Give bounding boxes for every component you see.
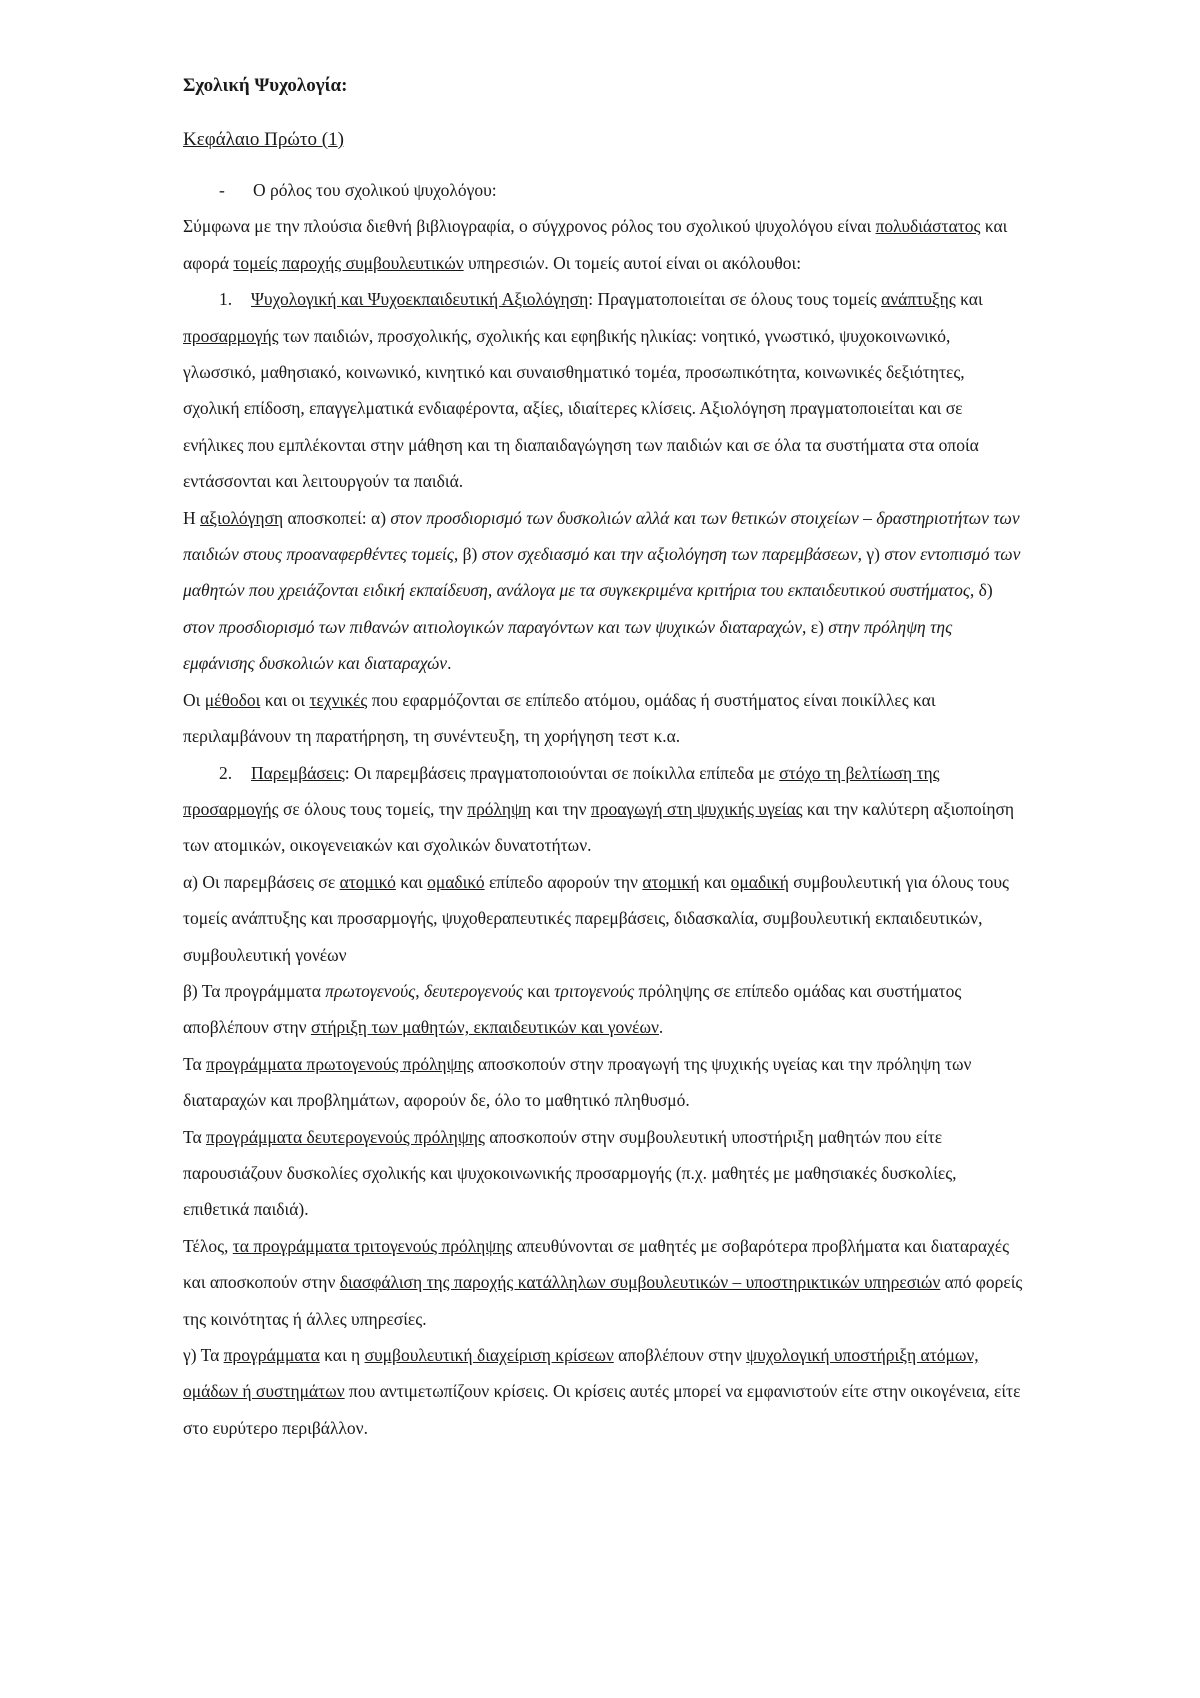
text-run: και: [955, 289, 983, 310]
italic-text: τριτογενούς: [554, 980, 635, 1001]
text-run: γ) Τα: [183, 1345, 224, 1365]
text-run: : Οι παρεμβάσεις πραγματοποιούνται σε ποίκιλλα επίπεδα με: [344, 762, 780, 783]
text-run: και: [395, 871, 428, 892]
text-run: και την καλύτερη αξιοποίηση των ατομικών, οικογενειακών και σχολικών δυνατοτήτων.: [183, 798, 1015, 856]
italic-text: δευτερογενούς: [424, 980, 523, 1001]
text-run: , ε): [801, 616, 829, 637]
text-run: απευθύνονται σε μαθητές με σοβαρότερα προβλήματα και διαταραχές και αποσκοπούν στην: [183, 1235, 1010, 1293]
underlined-text: αξιολόγηση: [200, 507, 284, 528]
underlined-text: συμβουλευτική διαχείριση κρίσεων: [364, 1345, 614, 1365]
text-run: Σύμφωνα με την πλούσια διεθνή βιβλιογραφία, ο σύγχρονος ρόλος του σχολικού ψυχολόγου είναι: [183, 216, 876, 237]
underlined-text: στήριξη των μαθητών, εκπαιδευτικών και γονέων: [310, 1017, 659, 1038]
text-run: β) Τα προγράμματα: [183, 980, 326, 1001]
underlined-text: πολυδιάστατος: [875, 216, 981, 237]
paragraph-evaluation-aims: [183, 500, 1023, 682]
underlined-text: Ψυχολογική και Ψυχοεκπαιδευτική Αξιολόγηση: [251, 289, 589, 310]
italic-text: στον προσδιορισμό των πιθανών αιτιολογικών παραγόντων και των ψυχικών διαταραχών: [183, 616, 802, 637]
underlined-text: ψυχολογική υποστήριξη ατόμων, ομάδων ή συστημάτων: [183, 1345, 979, 1402]
paragraph-gamma: [183, 1337, 1023, 1446]
underlined-text: προσαρμογής: [183, 325, 279, 346]
italic-text: πρωτογενούς: [325, 980, 416, 1001]
text-run: .: [447, 653, 452, 674]
text-run: , δ): [969, 580, 993, 601]
document-title: Σχολική Ψυχολογία:: [183, 75, 348, 96]
text-run: α) Οι παρεμβάσεις σε: [183, 871, 340, 892]
list-item-label: Ο ρόλος του σχολικού ψυχολόγου:: [253, 180, 497, 200]
underlined-text: Παρεμβάσεις: [251, 762, 345, 783]
text-run: Οι: [183, 689, 205, 710]
document-page: [183, 68, 1023, 1446]
paragraph-methods: [183, 682, 1023, 755]
underlined-text: προγράμματα: [223, 1345, 320, 1365]
text-run: επίπεδο αφορούν την: [484, 871, 643, 892]
underlined-text: τα προγράμματα τριτογενούς πρόληψης: [232, 1235, 513, 1256]
text-run: των παιδιών, προσχολικής, σχολικής και εφηβικής ηλικίας: νοητικό, γνωστικό, ψυχοκοινωνικό, γλωσσικό, μαθησιακό, κοινωνικό, κινητικό και συναισθηματικό τομέα, προσωπικότητα, κοινωνικές δεξιότητες, σχολική επίδοση, επαγγελματικά ενδιαφέροντα, αξίες, ιδιαίτερες κλίσεις. Αξιολόγηση πραγματοποιείται και σε ενήλικες που εμπλέκονται στην μάθηση και τη διαπαιδαγώγηση των παιδιών και σε όλα τα συστήματα στα οποία εντάσσονται και λειτουργούν τα παιδιά.: [183, 325, 979, 492]
underlined-text: πρόληψη: [467, 798, 532, 819]
underlined-text: ομαδική: [730, 871, 789, 892]
item-number: 2.: [219, 762, 233, 783]
text-run: συμβουλευτική για όλους τους τομείς ανάπτυξης και προσαρμογής, ψυχοθεραπευτικές παρεμβάσεις, διδασκαλία, συμβουλευτική εκπαιδευτικών, συμβουλευτική γονέων: [183, 871, 1009, 965]
paragraph-alpha: [183, 864, 1023, 973]
text-run: αποσκοπούν στην συμβουλευτική υποστήριξη μαθητών που είτε παρουσιάζουν δυσκολίες σχολικής και ψυχοκοινωνικής προσαρμογής (π.χ. μαθητές με μαθησιακές δυσκολίες, επιθετικά παιδιά).: [183, 1126, 957, 1220]
paragraph-tertiary-prevention: [183, 1228, 1023, 1337]
underlined-text: προγράμματα πρωτογενούς πρόληψης: [206, 1053, 474, 1074]
dash-bullet: -: [219, 180, 225, 200]
text-run: αποβλέπουν στην: [613, 1345, 747, 1365]
underlined-text: ατομική: [642, 871, 700, 892]
text-run: που αντιμετωπίζουν κρίσεις. Οι κρίσεις αυτές μπορεί να εμφανιστούν είτε στην οικογένεια, είτε στο ευρύτερο περιβάλλον.: [183, 1381, 1021, 1438]
underlined-text: τεχνικές: [309, 689, 368, 710]
text-run: ,: [415, 980, 425, 1001]
list-item-role: [183, 172, 1023, 208]
text-run: αποσκοπεί: α): [283, 507, 391, 528]
text-run: και η: [319, 1345, 365, 1365]
chapter-heading: Κεφάλαιο Πρώτο (1): [183, 129, 344, 150]
text-run: , β): [453, 544, 482, 565]
text-run: Τα: [183, 1053, 207, 1074]
text-run: σε όλους τους τομείς, την: [278, 798, 468, 819]
text-run: και: [522, 980, 555, 1001]
text-run: από φορείς της κοινότητας ή άλλες υπηρεσίες.: [183, 1272, 1023, 1329]
underlined-text: στόχο τη βελτίωση της προσαρμογής: [183, 762, 940, 819]
italic-text: στον σχεδιασμό και την αξιολόγηση των παρεμβάσεων: [481, 544, 858, 565]
text-run: και αφορά: [183, 216, 1008, 273]
italic-text: στην πρόληψη της εμφάνισης δυσκολιών και διαταραχών: [183, 616, 953, 674]
text-run: Η: [183, 507, 201, 528]
text-run: : Πραγματοποιείται σε όλους τους τομείς: [588, 289, 882, 310]
paragraph-beta: [183, 973, 1023, 1046]
italic-text: στον προσδιορισμό των δυσκολιών αλλά και των θετικών στοιχείων – δραστηριοτήτων των παιδιών στους προαναφερθέντες τομείς: [183, 507, 1020, 565]
text-run: που εφαρμόζονται σε επίπεδο ατόμου, ομάδας ή συστήματος είναι ποικίλλες και περιλαμβάνουν τη παρατήρηση, τη συνέντευξη, τη χορήγηση τεστ κ.α.: [183, 689, 936, 747]
text-run: Τέλος,: [183, 1235, 233, 1256]
underlined-text: ατομικό: [339, 871, 396, 892]
underlined-text: προγράμματα δευτερογενούς πρόληψης: [206, 1126, 485, 1147]
text-run: και οι: [260, 689, 310, 710]
text-run: υπηρεσιών. Οι τομείς αυτοί είναι οι ακόλουθοι:: [463, 252, 802, 273]
text-run: πρόληψης σε επίπεδο ομάδας και συστήματος αποβλέπουν στην: [183, 980, 962, 1038]
paragraph-secondary-prevention: [183, 1119, 1023, 1228]
underlined-text: προαγωγή στη ψυχικής υγείας: [590, 798, 803, 819]
underlined-text: ανάπτυξης: [881, 289, 956, 310]
underlined-text: ομαδικό: [427, 871, 485, 892]
underlined-text: διασφάλιση της παροχής κατάλληλων συμβουλευτικών – υποστηρικτικών υπηρεσιών: [339, 1272, 941, 1293]
underlined-text: τομείς παροχής συμβουλευτικών: [233, 252, 464, 273]
italic-text: στον εντοπισμό των μαθητών που χρειάζονται ειδική εκπαίδευση, ανάλογα με τα συγκεκριμένα κριτήρια του εκπαιδευτικού συστήματος: [183, 544, 1021, 601]
text-run: , γ): [857, 544, 885, 565]
underlined-text: μέθοδοι: [204, 689, 261, 710]
item-number: 1.: [219, 289, 233, 310]
paragraph-primary-prevention: [183, 1046, 1023, 1119]
text-run: Τα: [183, 1126, 207, 1147]
numbered-item-assessment: [183, 281, 1023, 499]
paragraph-intro: [183, 208, 1023, 281]
text-run: .: [658, 1017, 664, 1038]
text-run: και: [699, 871, 731, 892]
text-run: αποσκοπούν στην προαγωγή της ψυχικής υγείας και την πρόληψη των διαταραχών και προβλημάτων, αφορούν δε, όλο το μαθητικό πληθυσμό.: [183, 1053, 972, 1111]
text-run: και την: [531, 798, 591, 819]
numbered-item-interventions: [183, 755, 1023, 864]
